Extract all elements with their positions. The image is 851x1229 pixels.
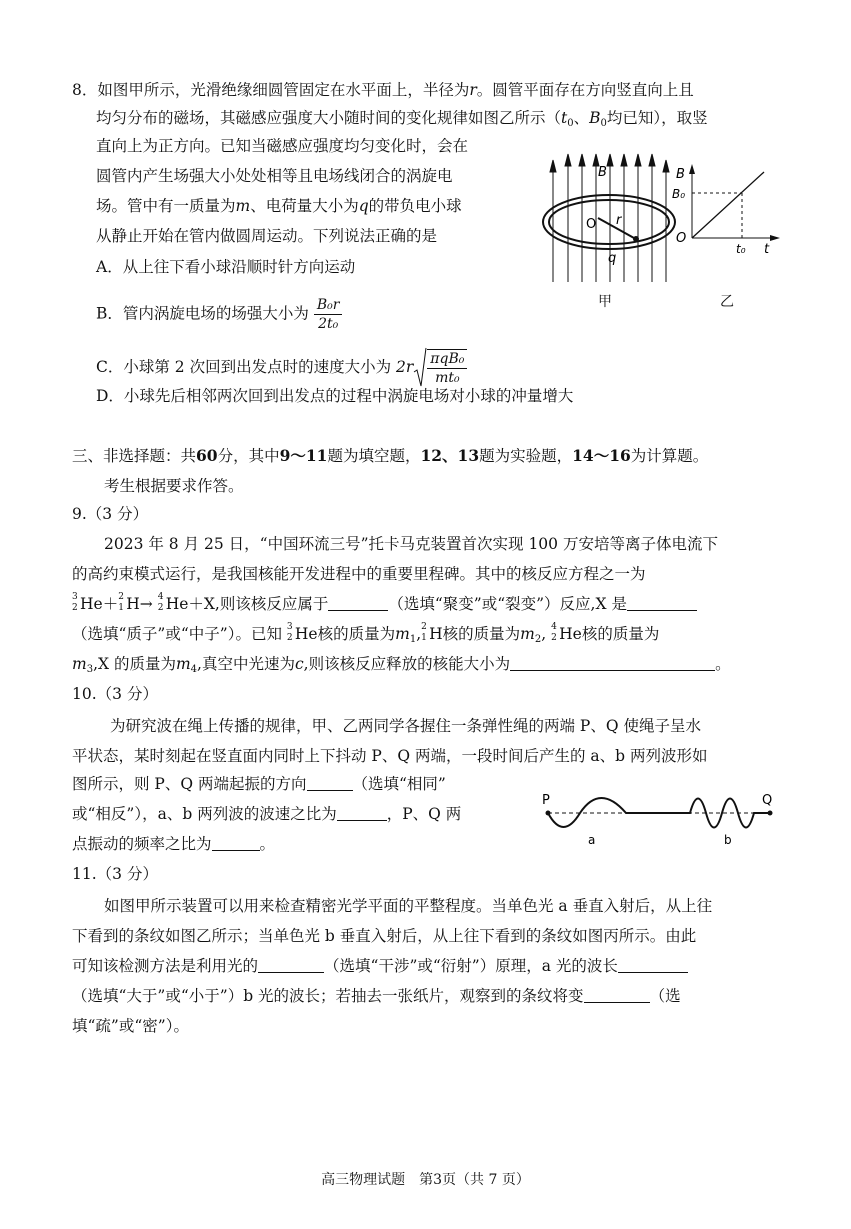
q9-text: （选填“质子”或“中子”）。已知 [72, 625, 282, 643]
answer-blank-4[interactable] [307, 775, 353, 791]
coef: 2r [396, 358, 414, 376]
q9-line-4: （选填“质子”或“中子”）。已知 3 2 He核的质量为$m_1$, 2 1 H核的质量为$m_2$, 4 2 He核的质量为 [72, 622, 660, 645]
fig-label-b: B [598, 165, 607, 180]
wave-label-b: b [724, 833, 732, 847]
q10-line-1: 为研究波在绳上传播的规律，甲、乙两同学各握住一条弹性绳的两端 P、Q 使绳子呈水 [110, 717, 701, 735]
fig-label-q: q [608, 251, 617, 266]
q11-line-3 [72, 956, 688, 976]
frac-num: πqB₀ [427, 350, 467, 369]
sub: 0 [600, 118, 607, 129]
q8-option-d: D．小球先后相邻两次回到出发点的过程中涡旋电场对小球的冲量增大 [96, 387, 574, 405]
section-3-line-2: 考生根据要求作答。 [104, 477, 244, 495]
sec-bold: 14～16 [572, 446, 631, 465]
q11-text: （选 [649, 987, 681, 1005]
q9-heading: 9.（3 分） [72, 505, 149, 523]
figure-jia-magnetic-ring [538, 150, 678, 286]
q8-text: B．管内涡旋电场的场强大小为 [96, 304, 309, 323]
graph-label-b0: B₀ [672, 187, 686, 201]
fig-label-r: r [616, 213, 622, 228]
figure-caption-yi: 乙 [720, 294, 734, 310]
var-B: B [589, 109, 601, 127]
fig-label-o: O [586, 217, 597, 232]
q8-line-1 [72, 80, 694, 100]
q8-text: 均匀分布的磁场，其磁感应强度大小随时间的变化规律如图乙所示（ [96, 109, 562, 127]
q8-text: 。圆管平面存在方向竖直向上且 [476, 81, 694, 99]
q11-line-2: 下看到的条纹如图乙所示；当单色光 b 垂直入射后，从上往下看到的条纹如图丙所示。由此 [72, 927, 697, 945]
q8-line-3: 直向上为正方向。已知当磁感应强度均匀变化时，会在 [96, 137, 469, 155]
q10-text: 。 [259, 835, 276, 853]
sqrt-sign-icon [413, 346, 427, 390]
q8-option-a: A．从上往下看小球沿顺时针方向运动 [96, 258, 356, 276]
answer-blank-8[interactable] [618, 957, 688, 973]
sec-text: 分，其中 [217, 447, 280, 465]
q10-line-5 [72, 834, 275, 854]
q10-text: 图所示，则 P、Q 两端起振的方向 [72, 775, 307, 793]
sqrt [413, 346, 467, 390]
graph-label-t: t [764, 242, 770, 257]
nuclide-h2: 2 1 H [421, 622, 443, 643]
arrow: → [139, 595, 153, 613]
q10-line-3 [72, 774, 446, 794]
sep: 、 [573, 109, 590, 127]
graph-label-b: B [676, 167, 685, 182]
answer-blank-2[interactable] [627, 595, 697, 611]
q10-text: 或“相反”），a、b 两列波的波速之比为 [72, 805, 337, 823]
nuclide-h2: 2 1 H [118, 592, 140, 613]
nuclide-he4: 4 2 He [157, 592, 189, 613]
figure-caption-jia: 甲 [598, 294, 612, 310]
sec-text: 题为实验题， [479, 447, 573, 465]
var-m: m [175, 655, 191, 673]
q9-text: ,X 的质量为 [93, 655, 176, 673]
q11-text: 可知该检测方法是利用光的 [72, 957, 259, 975]
frac-den: mt₀ [435, 370, 460, 386]
fraction [314, 296, 343, 333]
var-c: c [294, 655, 304, 673]
q9-text: 核的质量为 [442, 625, 521, 643]
answer-blank-7[interactable] [258, 957, 324, 973]
var-m: m [520, 625, 535, 643]
q10-text: ，P、Q 两 [386, 805, 462, 823]
q10-text: 点振动的频率之比为 [72, 835, 212, 853]
q11-text: （选填“干涉”或“衍射”）原理，a 光的波长 [324, 957, 618, 975]
q9-text: ,则该核反应释放的核能大小为 [303, 655, 511, 673]
fraction [427, 349, 467, 387]
plus: ＋ [102, 595, 119, 613]
wave-label-p: P [542, 793, 550, 808]
q9-text: （选填“聚变”或“裂变”）反应,X 是 [388, 595, 627, 613]
q8-option-c [96, 346, 467, 390]
figure-yi-b-t-graph [672, 160, 782, 260]
q11-line-1: 如图甲所示装置可以用来检查精密光学平面的平整程度。当单色光 a 垂直入射后，从上往 [104, 897, 713, 915]
nuclide-he3: 3 2 He [72, 592, 103, 613]
q11-line-4 [72, 986, 681, 1006]
q8-line-6: 从静止开始在管内做圆周运动。下列说法正确的是 [96, 227, 438, 245]
section-3-line-1 [72, 446, 708, 466]
sec-bold: 12、13 [420, 446, 480, 465]
frac-den: 2t₀ [318, 316, 339, 332]
answer-blank-1[interactable] [328, 595, 388, 611]
answer-blank-6[interactable] [212, 835, 260, 851]
q9-text: ＋X,则该核反应属于 [188, 595, 329, 613]
q8-line-2 [96, 108, 708, 128]
var-m: m [235, 197, 251, 215]
frac-num: B₀r [314, 296, 343, 315]
q9-line-1: 2023 年 8 月 25 日，“中国环流三号”托卡马克装置首次实现 100 万安培等离子体电流下 [104, 535, 718, 553]
q9-text: 核的质量为 [317, 625, 396, 643]
graph-label-t0: t₀ [736, 242, 746, 256]
q9-line-3 [72, 594, 697, 614]
sec-bold: 60 [196, 446, 218, 465]
q10-heading: 10.（3 分） [72, 685, 158, 703]
answer-blank-9[interactable] [584, 987, 650, 1003]
graph-label-o: O [676, 231, 687, 246]
q9-text: ,真空中光速为 [197, 655, 295, 673]
nuclide-he4: 4 2 He [551, 622, 582, 643]
sub: 0 [567, 118, 574, 129]
var-q: q [358, 197, 369, 215]
var-m: m [395, 625, 410, 643]
q11-text: （选填“大于”或“小于”）b 光的波长；若抽去一张纸片，观察到的条纹将变 [72, 987, 584, 1005]
q8-text: 、电荷量大小为 [250, 197, 359, 215]
q8-text: 的带负电小球 [368, 197, 462, 215]
q8-text: C．小球第 2 次回到出发点时的速度大小为 [96, 358, 392, 376]
var-t: t [561, 109, 568, 127]
q8-text: 均已知），取竖 [606, 109, 708, 127]
q9-text: 核的质量为 [581, 625, 660, 643]
q11-heading: 11.（3 分） [72, 865, 158, 883]
nuclide-he3: 3 2 He [286, 622, 318, 643]
answer-blank-3[interactable] [510, 655, 715, 671]
q8-line-5 [96, 196, 462, 216]
wave-label-a: a [588, 833, 596, 847]
q11-line-5: 填“疏”或“密”）。 [72, 1017, 189, 1035]
var-m: m [72, 655, 87, 673]
sec-text: 为计算题。 [630, 447, 709, 465]
q10-line-4 [72, 804, 461, 824]
sec-text: 三、非选择题：共 [72, 447, 197, 465]
page-footer: 高三物理试题 第3页（共 7 页） [321, 1172, 530, 1188]
q10-line-2: 平状态，某时刻起在竖直面内同时上下抖动 P、Q 两端，一段时间后产生的 a、b 两列波形如 [72, 747, 708, 765]
q8-text: 8．如图甲所示，光滑绝缘细圆管固定在水平面上，半径为 [72, 81, 470, 99]
q8-option-b [96, 296, 342, 333]
answer-blank-5[interactable] [337, 805, 387, 821]
sec-bold: 9～11 [279, 446, 328, 465]
q8-text: 场。管中有一质量为 [96, 197, 236, 215]
figure-rope-waves [538, 786, 783, 852]
q8-line-4: 圆管内产生场强大小处处相等且电场线闭合的涡旋电 [96, 167, 453, 185]
sec-text: 题为填空题， [327, 447, 421, 465]
q10-text: （选填“相同” [352, 775, 446, 793]
wave-label-q: Q [762, 793, 773, 808]
q9-line-5: $m_3,X$ 的质量为$m_4$,真空中光速为c,则该核反应释放的核能大小为 。 [72, 655, 731, 675]
q9-line-2: 的高约束模式运行，是我国核能开发进程中的重要里程碑。其中的核反应方程之一为 [72, 565, 646, 583]
var-r: r [469, 81, 477, 99]
